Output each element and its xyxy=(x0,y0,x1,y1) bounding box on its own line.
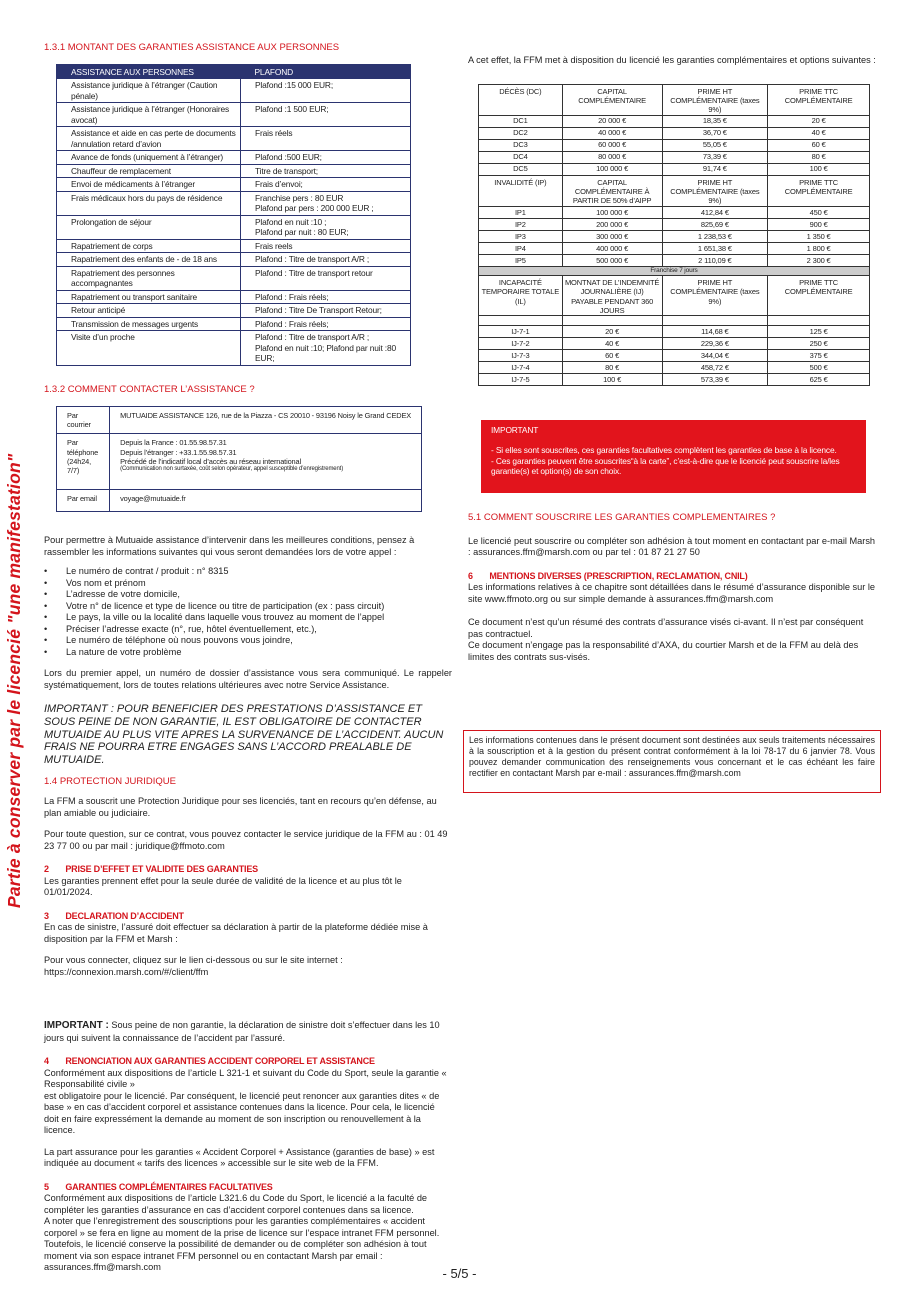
assist-limit-cell: Plafond : Frais réels; xyxy=(241,317,411,331)
itt-cell: 40 € xyxy=(562,338,662,350)
deces-cell: 55,05 € xyxy=(662,139,768,151)
itt-cell: 229,36 € xyxy=(662,338,768,350)
blank-cell xyxy=(562,316,662,326)
side-vertical-note: Partie à conserver par le licencié "une manifestation" xyxy=(4,453,24,908)
assist-limit-cell: Frais d’envoi; xyxy=(241,178,411,192)
invalidite-cell: 500 000 € xyxy=(562,254,662,266)
invalidite-cell: 412,84 € xyxy=(662,206,768,218)
section-4-heading xyxy=(44,1056,452,1068)
list-item: • Votre n° de licence et type de licence ou titre de participation (ex : pass circuit) xyxy=(44,601,452,613)
deces-cell: DC2 xyxy=(479,127,563,139)
invalidite-cell: 825,69 € xyxy=(662,218,768,230)
invalidite-cell: 900 € xyxy=(768,218,870,230)
contact-email-value: voyage@mutuaide.fr xyxy=(110,490,422,512)
blank-cell xyxy=(662,316,768,326)
section-6-heading xyxy=(468,571,880,583)
assist-limit-cell: Franchise pers : 80 EUR Plafond par pers : 200 000 EUR ; xyxy=(241,191,411,215)
table-row xyxy=(479,115,870,127)
deces-header-row xyxy=(479,84,870,115)
section-4-p3: La part assurance pour les garanties « Accident Corporel + Assistance (garanties de base) » est indiquée au document « tarifs des licences » accessible sur le site web de la FFM. xyxy=(44,1146,435,1169)
assist-service-cell: Assistance juridique à l’étranger (Caution pénale) xyxy=(57,79,241,103)
deces-cell: 36,70 € xyxy=(662,127,768,139)
deces-cell: 80 € xyxy=(768,151,870,163)
deces-cell: 18,35 € xyxy=(662,115,768,127)
itt-cell: 60 € xyxy=(562,350,662,362)
franchise-row xyxy=(479,266,870,275)
data-privacy-box: Les informations contenues dans le présent document sont destinées aux seuls traitements nécessaires à la souscription et à la gestion du présent contrat conformément à la loi 78-17 du 6 janvier 78. Vous pouvez demander communication des renseignements vous concernant et le cas échéant les faire rectifier en contactant Marsh par e-mail : assurances.ffm@marsh.com xyxy=(463,730,881,793)
assist-service-cell: Rapatriement ou transport sanitaire xyxy=(57,290,241,304)
contact-table xyxy=(56,406,422,513)
assist-service-cell: Chauffeur de remplacement xyxy=(57,164,241,178)
itt-header-cell: INCAPACITÉ TEMPORAIRE TOTALE (IL) xyxy=(479,275,563,316)
deces-cell: 73,39 € xyxy=(662,151,768,163)
intro-paragraph: Pour permettre à Mutuaide assistance d’intervenir dans les meilleures conditions, pensez à rassembler les informations suivantes qui vous seront demandées lors de votre appel : xyxy=(44,535,415,557)
first-call-paragraph: Lors du premier appel, un numéro de dossier d’assistance vous sera communiqué. Le rappeler systématiquement, lors de toutes relations ultérieures avec notre Service Assistance. xyxy=(44,668,452,690)
invalidite-cell: 2 110,09 € xyxy=(662,254,768,266)
invalidite-header-row xyxy=(479,175,870,206)
deces-cell: 60 € xyxy=(768,139,870,151)
section-5-number: 5 xyxy=(44,1181,49,1192)
table-row xyxy=(479,151,870,163)
deces-cell: DC4 xyxy=(479,151,563,163)
assist-service-cell: Rapatriement des personnes accompagnantes xyxy=(57,266,241,290)
table-row xyxy=(57,103,411,127)
section-6-p2: Ce document n’est qu’un résumé des contrats d’assurance visés ci-avant. Il n’est par conséquent pas contractuel. xyxy=(468,617,864,639)
invalidite-cell: 2 300 € xyxy=(768,254,870,266)
itt-header-cell: PRIME HT COMPLÉMENTAIRE (taxes 9%) xyxy=(662,275,768,316)
deces-cell: DC1 xyxy=(479,115,563,127)
section-2-heading xyxy=(44,864,452,876)
section-51-paragraph: Le licencié peut souscrire ou compléter son adhésion à tout moment en contactant par e-mail Marsh : assurances.ffm@marsh.com ou par tel : 01 87 21 27 50 xyxy=(468,535,876,558)
table-row xyxy=(57,127,411,151)
important-caps-notice: IMPORTANT : POUR BENEFICIER DES PRESTATIONS D’ASSISTANCE ET SOUS PEINE DE NON GARANTIE, IL EST OBLIGATOIRE DE CONTACTER MUTUAIDE AU PLUS VITE APRES LA SURVENANCE DE L’ACCIDENT. AUCUN FRAIS NE POURRA ETRE ENGAGES SANS L’ACCORD PREALABLE DE MUTUAIDE. xyxy=(44,703,444,766)
deces-cell: 40 000 € xyxy=(562,127,662,139)
contact-email-label: Par email xyxy=(57,490,110,512)
contact-phone-abroad: Depuis l’étranger : +33.1.55.98.57.31 xyxy=(120,447,237,457)
itt-cell: IJ-7-1 xyxy=(479,326,563,338)
section-3-title: DECLARATION D’ACCIDENT xyxy=(65,910,184,921)
section-132-title: 1.3.2 COMMENT CONTACTER L’ASSISTANCE ? xyxy=(44,383,255,395)
invalidite-header-cell: CAPITAL COMPLÉMENTAIRE À PARTIR DE 50% d’AIPP xyxy=(562,175,662,206)
table-row xyxy=(57,215,411,239)
itt-cell: 125 € xyxy=(768,326,870,338)
section-3-number: 3 xyxy=(44,910,49,921)
itt-cell: 573,39 € xyxy=(662,374,768,386)
table-row xyxy=(57,304,411,318)
itt-cell: 100 € xyxy=(562,374,662,386)
table-row xyxy=(479,127,870,139)
section-14-title: 1.4 PROTECTION JURIDIQUE xyxy=(44,776,176,788)
section-2-title: PRISE D’EFFET ET VALIDITE DES GARANTIES xyxy=(65,864,258,875)
section-5-heading xyxy=(44,1182,452,1194)
invalidite-cell: 400 000 € xyxy=(562,242,662,254)
invalidite-cell: IP5 xyxy=(479,254,563,266)
invalidite-cell: 200 000 € xyxy=(562,218,662,230)
important-box xyxy=(481,420,866,493)
deces-cell: DC3 xyxy=(479,139,563,151)
table-row xyxy=(479,163,870,175)
invalidite-cell: IP3 xyxy=(479,230,563,242)
section-6-title: MENTIONS DIVERSES (PRESCRIPTION, RECLAMATION, CNIL) xyxy=(489,570,748,581)
itt-cell: 344,04 € xyxy=(662,350,768,362)
deces-cell: 20 € xyxy=(768,115,870,127)
deces-cell: 100 000 € xyxy=(562,163,662,175)
invalidite-cell: 300 000 € xyxy=(562,230,662,242)
info-bullet-list xyxy=(44,566,452,658)
table-row xyxy=(57,290,411,304)
deces-header-cell: PRIME HT COMPLÉMENTAIRE (taxes 9%) xyxy=(662,84,768,115)
assist-service-cell: Envoi de médicaments à l’étranger xyxy=(57,178,241,192)
list-item: • Vos nom et prénom xyxy=(44,578,452,590)
itt-header-cell: PRIME TTC COMPLÉMENTAIRE xyxy=(768,275,870,316)
table-row xyxy=(479,230,870,242)
assist-service-cell: Transmission de messages urgents xyxy=(57,317,241,331)
section-6-number: 6 xyxy=(468,570,473,581)
assistance-table xyxy=(56,64,411,366)
invalidite-cell: 1 350 € xyxy=(768,230,870,242)
itt-cell: 80 € xyxy=(562,362,662,374)
itt-cell: 20 € xyxy=(562,326,662,338)
deces-cell: 60 000 € xyxy=(562,139,662,151)
section-6-p1: Les informations relatives à ce chapitre sont détaillées dans le résumé d’assurance disponible sur le site www.ffmoto.org ou sur simple demande à assurances.ffm@marsh.com xyxy=(468,582,876,604)
itt-cell: IJ-7-4 xyxy=(479,362,563,374)
invalidite-cell: 450 € xyxy=(768,206,870,218)
table-row xyxy=(479,139,870,151)
rates-table xyxy=(478,84,870,387)
table-row xyxy=(57,164,411,178)
section-5-p3: Toutefois, le licencié conserve la possibilité de demander ou de compléter son adhésion à tout moment via son espace intranet FFM personnel ou en contactant Marsh par email : assurances.ffm@marsh.com xyxy=(44,1239,427,1273)
list-item: • Préciser l’adresse exacte (n°, rue, hôtel éventuellement, etc.), xyxy=(44,624,452,636)
important-label: IMPORTANT : xyxy=(44,1020,109,1032)
important-text: Sous peine de non garantie, la déclaration de sinistre doit s’effectuer dans les 10 jours qui suivent la connaissance de l’accident par l’assuré. xyxy=(44,1020,440,1043)
itt-cell: 375 € xyxy=(768,350,870,362)
section-3-p2: Pour vous connecter, cliquez sur le lien ci-dessous ou sur le site internet : xyxy=(44,955,343,966)
contact-phone-value xyxy=(110,434,422,490)
deces-cell: 100 € xyxy=(768,163,870,175)
table-row xyxy=(57,178,411,192)
important-box-line1: - Si elles sont souscrites, ces garanties facultatives complètent les garanties de base à la licence. xyxy=(491,444,837,455)
itt-cell: 250 € xyxy=(768,338,870,350)
section-4-p2: est obligatoire pour le licencié. Par conséquent, le licencié peut renoncer aux garanties dites « de base » en cas d’accident corporel et assistance contenues dans la licence. Pour cela, le licencié doit en faire expressément la demande au moment de son inscription ou renouvellement à la licence. xyxy=(44,1090,440,1136)
important-box-title: IMPORTANT xyxy=(491,425,539,435)
section-3-p1: En cas de sinistre, l’assuré doit effectuer sa déclaration à partir de la plateforme dédiée mise à disposition par la FFM et Marsh : xyxy=(44,922,428,944)
table-row xyxy=(57,331,411,366)
itt-cell: 114,68 € xyxy=(662,326,768,338)
assist-limit-cell: Plafond : Titre de transport A/R ; Plafond en nuit :10; Plafond par nuit :80 EUR; xyxy=(241,331,411,366)
deces-cell: 80 000 € xyxy=(562,151,662,163)
invalidite-cell: IP1 xyxy=(479,206,563,218)
assist-header-1: PLAFOND xyxy=(241,64,411,79)
assist-service-cell: Visite d’un proche xyxy=(57,331,241,366)
section-14-p1: La FFM a souscrit une Protection Juridique pour ses licenciés, tant en recours qu’en défense, au plan amiable ou judiciaire. xyxy=(44,796,437,818)
table-row xyxy=(479,206,870,218)
section-4-title: RENONCIATION AUX GARANTIES ACCIDENT CORPOREL ET ASSISTANCE xyxy=(65,1056,375,1067)
section-4-number: 4 xyxy=(44,1056,49,1067)
table-row xyxy=(479,254,870,266)
section-6-p3: Ce document n’engage pas la responsabilité d’AXA, du courtier Marsh et de la FFM au delà des limites des contrats sus-visés. xyxy=(468,640,859,662)
deces-cell: 91,74 € xyxy=(662,163,768,175)
section-51-title: 5.1 COMMENT SOUSCRIRE LES GARANTIES COMPLEMENTAIRES ? xyxy=(468,512,776,523)
table-row xyxy=(479,362,870,374)
table-row xyxy=(479,374,870,386)
assist-limit-cell: Plafond : Frais réels; xyxy=(241,290,411,304)
options-intro: A cet effet, la FFM met à disposition du licencié les garanties complémentaires et options suivantes : xyxy=(468,55,876,65)
assist-limit-cell: Plafond : Titre de transport A/R ; xyxy=(241,253,411,267)
assist-service-cell: Avance de fonds (uniquement à l’étranger) xyxy=(57,151,241,165)
invalidite-header-cell: PRIME TTC COMPLÉMENTAIRE xyxy=(768,175,870,206)
contact-mail-value: MUTUAIDE ASSISTANCE 126, rue de la Piazza - CS 20010 - 93196 Noisy le Grand CEDEX xyxy=(110,406,422,434)
contact-phone-france: Depuis la France : 01.55.98.57.31 xyxy=(120,438,227,448)
table-row xyxy=(57,317,411,331)
assist-limit-cell: Plafond : Titre De Transport Retour; xyxy=(241,304,411,318)
assist-limit-cell: Frais réels xyxy=(241,127,411,151)
invalidite-cell: IP2 xyxy=(479,218,563,230)
itt-cell: IJ-7-5 xyxy=(479,374,563,386)
page-number: - 5/5 - xyxy=(442,1266,477,1281)
table-row xyxy=(479,218,870,230)
itt-header-row xyxy=(479,275,870,316)
section-3-heading xyxy=(44,911,452,923)
itt-cell: 458,72 € xyxy=(662,362,768,374)
right-lower-sections xyxy=(468,512,880,663)
declaration-link[interactable]: https://connexion.marsh.com/#/client/ffm xyxy=(44,966,209,977)
table-row xyxy=(479,350,870,362)
assist-service-cell: Retour anticipé xyxy=(57,304,241,318)
deces-header-cell: DÉCÈS (DC) xyxy=(479,84,563,115)
assist-service-cell: Assistance juridique à l’étranger (Honoraires avocat) xyxy=(57,103,241,127)
section-2-number: 2 xyxy=(44,864,49,875)
left-column xyxy=(44,42,452,1274)
contact-mail-label: Par courrier xyxy=(57,406,110,434)
list-item: • Le numéro de contrat / produit : n° 8315 xyxy=(44,566,452,578)
blank-cell xyxy=(768,316,870,326)
list-item: • Le numéro de téléphone où nous pouvons vous joindre, xyxy=(44,635,452,647)
deces-cell: 20 000 € xyxy=(562,115,662,127)
section-5-p1: Conformément aux dispositions de l’article L321.6 du Code du Sport, le licencié a la faculté de compléter les garanties d’assurance en cas d’accident corporel contenues dans sa licence. xyxy=(44,1193,428,1215)
invalidite-header-cell: PRIME HT COMPLÉMENTAIRE (taxes 9%) xyxy=(662,175,768,206)
table-row xyxy=(57,266,411,290)
table-row xyxy=(57,239,411,253)
itt-cell: IJ-7-2 xyxy=(479,338,563,350)
list-item: • Le pays, la ville ou la localité dans laquelle vous trouvez au moment de l’appel xyxy=(44,612,452,624)
important-box-line2: - Ces garanties peuvent être souscrites“à la carte”, c’est-à-dire que le licencié peut souscrire la/les garantie(s) et option(s) de son choix. xyxy=(491,455,840,477)
table-row xyxy=(479,326,870,338)
table-row xyxy=(57,191,411,215)
invalidite-cell: 1 238,53 € xyxy=(662,230,768,242)
assist-header-0: ASSISTANCE AUX PERSONNES xyxy=(57,64,241,79)
section-4-p1: Conformément aux dispositions de l’article L 321-1 et suivant du Code du Sport, seule la garantie « Responsabilité civile » xyxy=(44,1067,447,1090)
deces-cell: 40 € xyxy=(768,127,870,139)
important-declaration xyxy=(44,1020,452,1044)
invalidite-cell: IP4 xyxy=(479,242,563,254)
section-5-title: GARANTIES COMPLÉMENTAIRES FACULTATIVES xyxy=(65,1181,273,1192)
invalidite-cell: 1 651,38 € xyxy=(662,242,768,254)
section-14-p2: Pour toute question, sur ce contrat, vous pouvez contacter le service juridique de la FFM au : 01 49 23 77 00 ou par mail : juridique@ffmoto.com xyxy=(44,829,448,851)
assist-limit-cell: Plafond :15 000 EUR; xyxy=(241,79,411,103)
assist-limit-cell: Plafond : Titre de transport retour xyxy=(241,266,411,290)
section-5-p2: A noter que l’enregistrement des souscriptions pour les garanties complémentaires « accident corporel » se fera en ligne au moment de la prise de licence sur l’espace intranet FFM personnel. xyxy=(44,1216,440,1238)
assist-limit-cell: Plafond :1 500 EUR; xyxy=(241,103,411,127)
franchise-label: Franchise 7 jours xyxy=(479,266,870,275)
invalidite-cell: 100 000 € xyxy=(562,206,662,218)
itt-cell: 625 € xyxy=(768,374,870,386)
assist-service-cell: Prolongation de séjour xyxy=(57,215,241,239)
table-row xyxy=(57,79,411,103)
table-row xyxy=(479,338,870,350)
itt-header-cell: MONTNAT DE L’INDEMNITÉ JOURNALIÈRE (IJ) PAYABLE PENDANT 360 JOURS xyxy=(562,275,662,316)
contact-phone-subnote: (Communication non surtaxée, coût selon opérateur, appel susceptible d’enregistrement) xyxy=(120,466,344,472)
table-row xyxy=(57,151,411,165)
deces-header-cell: PRIME TTC COMPLÉMENTAIRE xyxy=(768,84,870,115)
section-131-title: 1.3.1 MONTANT DES GARANTIES ASSISTANCE AUX PERSONNES xyxy=(44,42,340,53)
assist-limit-cell: Plafond :500 EUR; xyxy=(241,151,411,165)
invalidite-cell: 1 800 € xyxy=(768,242,870,254)
table-row xyxy=(479,242,870,254)
itt-cell: 500 € xyxy=(768,362,870,374)
assist-service-cell: Assistance et aide en cas perte de documents /annulation retard d’avion xyxy=(57,127,241,151)
assist-limit-cell: Plafond en nuit :10 ; Plafond par nuit : 80 EUR; xyxy=(241,215,411,239)
deces-header-cell: CAPITAL COMPLÉMENTAIRE xyxy=(562,84,662,115)
assist-service-cell: Rapatriement de corps xyxy=(57,239,241,253)
list-item: • L’adresse de votre domicile, xyxy=(44,589,452,601)
deces-cell: DC5 xyxy=(479,163,563,175)
assist-limit-cell: Frais reels xyxy=(241,239,411,253)
section-2-paragraph: Les garanties prennent effet pour la seule durée de validité de la licence et au plus tôt le 01/01/2024. xyxy=(44,875,402,898)
assist-limit-cell: Titre de transport; xyxy=(241,164,411,178)
itt-cell: IJ-7-3 xyxy=(479,350,563,362)
right-column xyxy=(468,55,880,386)
table-row xyxy=(57,253,411,267)
assist-service-cell: Frais médicaux hors du pays de résidence xyxy=(57,191,241,215)
blank-row xyxy=(479,316,870,326)
contact-phone-label: Par téléphone (24h24, 7/7) xyxy=(57,434,110,490)
contact-phone-note: Précédé de l’indicatif local d’accès au réseau international xyxy=(120,456,301,466)
assist-service-cell: Rapatriement des enfants de - de 18 ans xyxy=(57,253,241,267)
invalidite-header-cell: INVALIDITÉ (IP) xyxy=(479,175,563,206)
blank-cell xyxy=(479,316,563,326)
list-item: • La nature de votre problème xyxy=(44,647,452,659)
